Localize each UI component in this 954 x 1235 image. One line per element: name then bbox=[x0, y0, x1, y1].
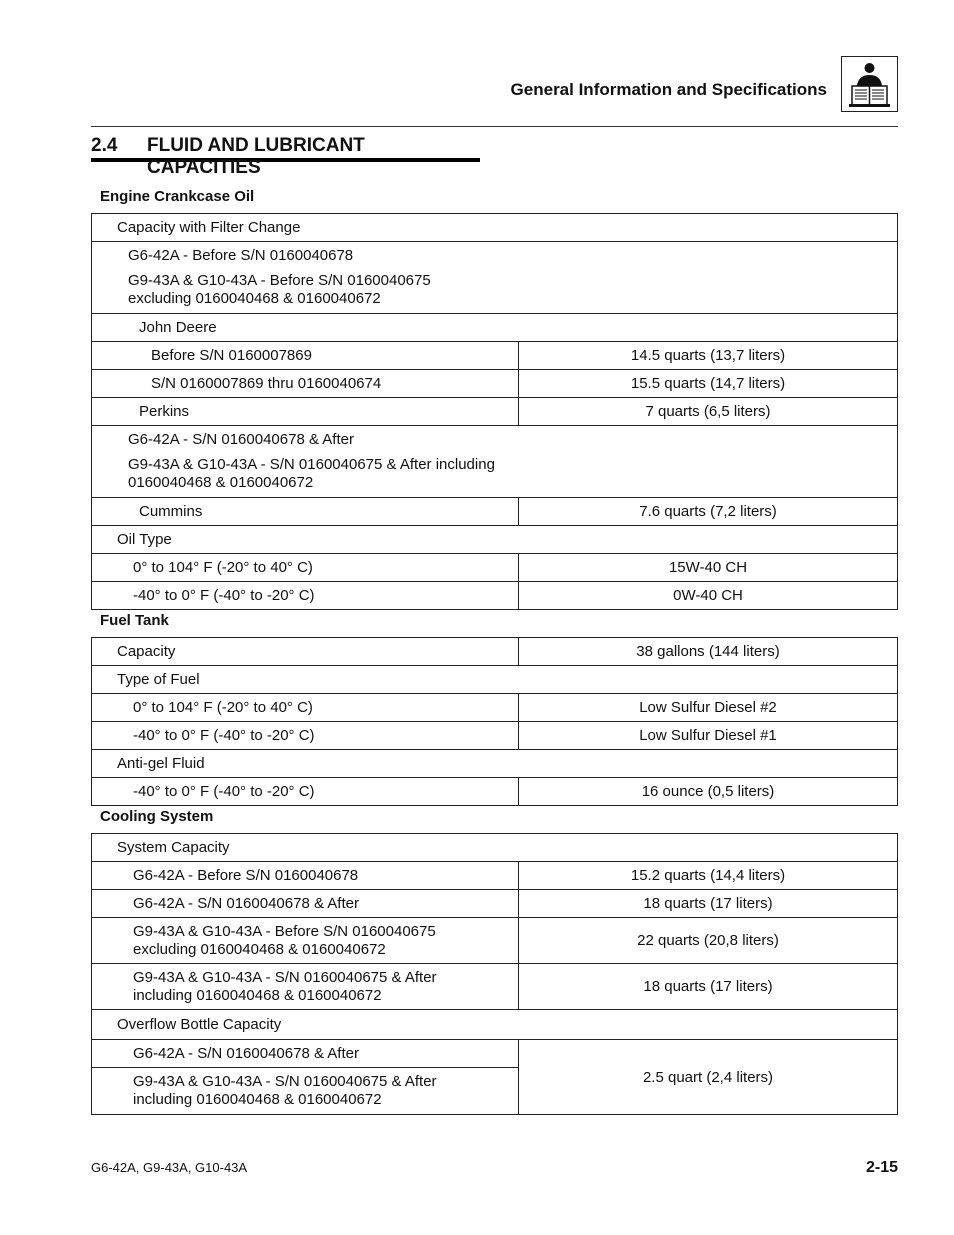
table-row bbox=[91, 637, 898, 666]
table-cell: 0° to 104° F (-20° to 40° C) bbox=[91, 553, 519, 582]
row-label: including 0160040468 & 0160040672 bbox=[133, 986, 382, 1004]
row-label: 0160040468 & 0160040672 bbox=[128, 474, 314, 491]
header-title: General Information and Specifications bbox=[510, 80, 827, 99]
table-cell: Before S/N 0160007869 bbox=[91, 341, 519, 370]
table-cell: System Capacity bbox=[91, 833, 898, 862]
table-row bbox=[91, 213, 898, 242]
table-cell-value: 15W-40 CH bbox=[518, 553, 898, 582]
table-cell: S/N 0160007869 thru 0160040674 bbox=[91, 369, 519, 398]
row-label: G6-42A - S/N 0160040678 & After bbox=[128, 431, 354, 448]
table-row bbox=[91, 497, 898, 526]
table-cell-value: 38 gallons (144 liters) bbox=[518, 637, 898, 666]
table-cell: Capacity bbox=[91, 637, 519, 666]
table-cell-value: 7 quarts (6,5 liters) bbox=[518, 397, 898, 426]
row-label: G6-42A - Before S/N 0160040678 bbox=[128, 247, 354, 264]
table-cell-value: 22 quarts (20,8 liters) bbox=[518, 917, 898, 964]
reader-manual-icon bbox=[841, 56, 898, 112]
section-title: FLUID AND LUBRICANT CAPACITIES bbox=[147, 135, 365, 178]
table-cell: Anti-gel Fluid bbox=[91, 749, 898, 778]
table-cell-value: 18 quarts (17 liters) bbox=[518, 963, 898, 1010]
table-row bbox=[91, 721, 898, 750]
row-label: G9-43A & G10-43A - Before S/N 0160040675 bbox=[128, 272, 431, 289]
table-cell-value: Low Sulfur Diesel #2 bbox=[518, 693, 898, 722]
table-cell-value: 15.5 quarts (14,7 liters) bbox=[518, 369, 898, 398]
row-label: G9-43A & G10-43A - S/N 0160040675 & After bbox=[133, 968, 437, 986]
section-heading bbox=[91, 134, 480, 178]
table-row bbox=[91, 777, 898, 806]
table-cell bbox=[91, 963, 519, 1010]
table-row bbox=[91, 525, 898, 554]
table-cell: -40° to 0° F (-40° to -20° C) bbox=[91, 721, 519, 750]
cooling-system-heading: Cooling System bbox=[100, 808, 214, 825]
table-cell-value: 7.6 quarts (7,2 liters) bbox=[518, 497, 898, 526]
table-cell: Overflow Bottle Capacity bbox=[91, 1009, 898, 1040]
table-cell: G6-42A - Before S/N 0160040678 bbox=[91, 861, 519, 890]
table-row bbox=[91, 889, 898, 918]
table-row bbox=[91, 341, 898, 370]
table-cell-value: 14.5 quarts (13,7 liters) bbox=[518, 341, 898, 370]
row-label: excluding 0160040468 & 0160040672 bbox=[133, 940, 386, 958]
table-cell: Type of Fuel bbox=[91, 665, 898, 694]
header-rule bbox=[91, 126, 898, 127]
table-cell-value: 2.5 quart (2,4 liters) bbox=[518, 1039, 898, 1115]
table-cell: Capacity with Filter Change bbox=[91, 213, 898, 242]
table-row bbox=[91, 1009, 898, 1040]
table-cell bbox=[91, 917, 519, 964]
fuel-tank-heading: Fuel Tank bbox=[100, 612, 169, 629]
table-row bbox=[91, 241, 898, 314]
table-cell: Oil Type bbox=[91, 525, 898, 554]
section-number: 2.4 bbox=[91, 135, 118, 156]
table-cell bbox=[91, 1067, 519, 1115]
table-row bbox=[91, 369, 898, 398]
row-label: G9-43A & G10-43A - S/N 0160040675 & After including bbox=[128, 456, 495, 473]
table-row bbox=[91, 1039, 898, 1115]
table-row bbox=[91, 749, 898, 778]
table-row bbox=[91, 963, 898, 1010]
table-row bbox=[91, 425, 898, 498]
table-cell: G6-42A - S/N 0160040678 & After bbox=[91, 889, 519, 918]
table-row bbox=[91, 581, 898, 610]
row-label: excluding 0160040468 & 0160040672 bbox=[128, 290, 381, 307]
table-row bbox=[91, 693, 898, 722]
table-cell: Cummins bbox=[91, 497, 519, 526]
table-cell bbox=[91, 425, 898, 498]
table-cell bbox=[91, 241, 898, 314]
table-cell: 0° to 104° F (-20° to 40° C) bbox=[91, 693, 519, 722]
table-row bbox=[91, 553, 898, 582]
table-cell-value: 16 ounce (0,5 liters) bbox=[518, 777, 898, 806]
footer-models: G6-42A, G9-43A, G10-43A bbox=[91, 1160, 248, 1175]
table-cell: -40° to 0° F (-40° to -20° C) bbox=[91, 777, 519, 806]
engine-oil-heading: Engine Crankcase Oil bbox=[100, 188, 255, 205]
row-label: including 0160040468 & 0160040672 bbox=[133, 1091, 382, 1108]
table-row bbox=[91, 665, 898, 694]
table-cell: G6-42A - S/N 0160040678 & After bbox=[91, 1039, 519, 1068]
table-row bbox=[91, 397, 898, 426]
table-row bbox=[91, 917, 898, 964]
table-cell-value: 15.2 quarts (14,4 liters) bbox=[518, 861, 898, 890]
table-cell-value: 0W-40 CH bbox=[518, 581, 898, 610]
table-cell: -40° to 0° F (-40° to -20° C) bbox=[91, 581, 519, 610]
table-cell-value: 18 quarts (17 liters) bbox=[518, 889, 898, 918]
row-label: G9-43A & G10-43A - S/N 0160040675 & After bbox=[133, 1073, 437, 1090]
page-number: 2-15 bbox=[865, 1159, 898, 1176]
table-row bbox=[91, 833, 898, 862]
table-cell: John Deere bbox=[91, 313, 898, 342]
table-row bbox=[91, 313, 898, 342]
table-cell: Perkins bbox=[91, 397, 519, 426]
row-label: G9-43A & G10-43A - Before S/N 0160040675 bbox=[133, 922, 436, 940]
table-cell-value: Low Sulfur Diesel #1 bbox=[518, 721, 898, 750]
table-row bbox=[91, 861, 898, 890]
